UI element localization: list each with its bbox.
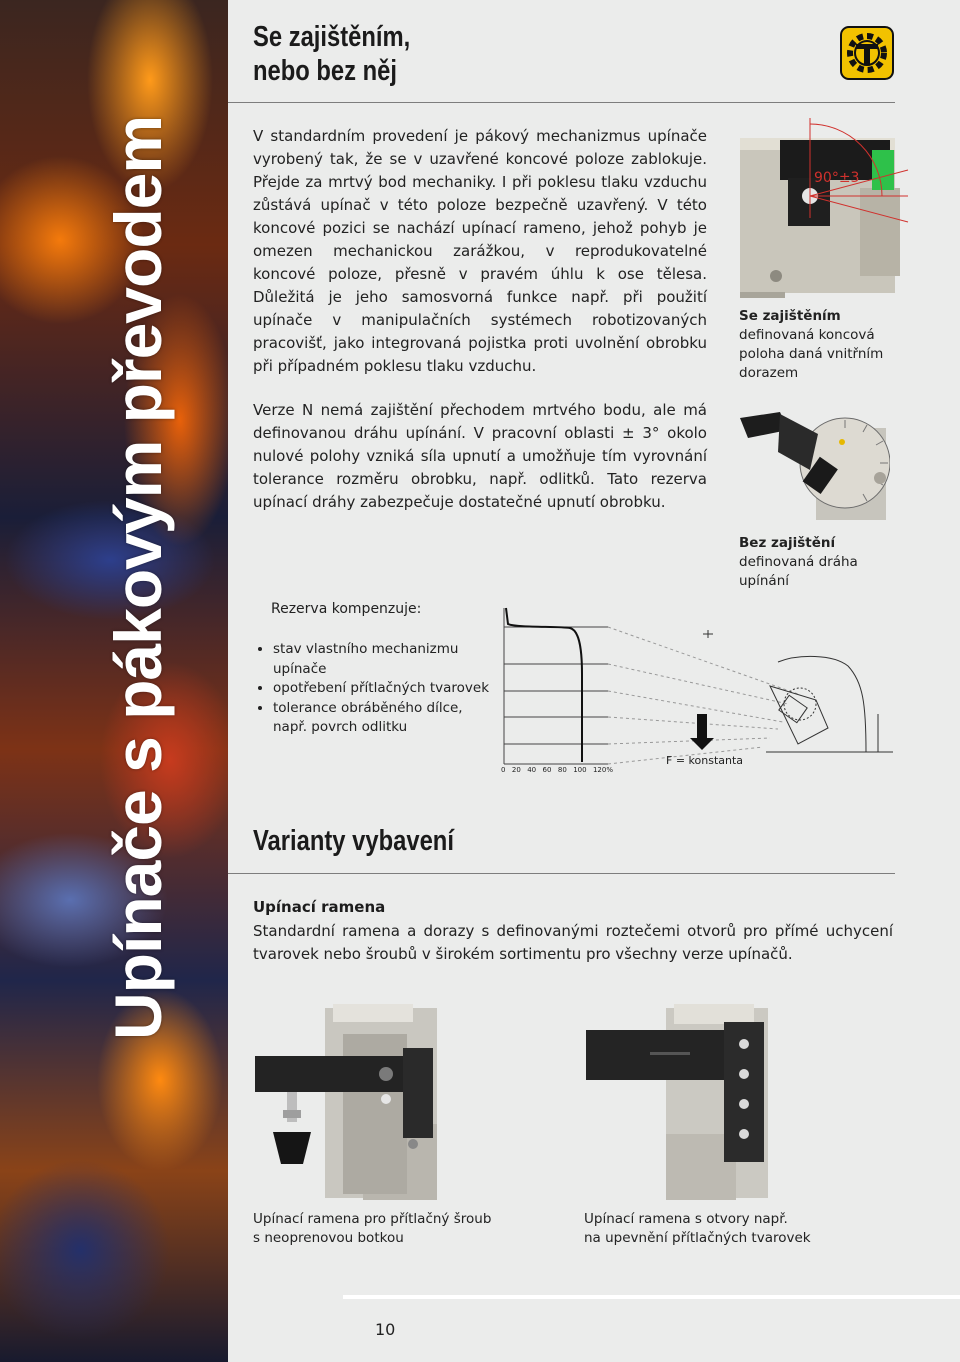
side-photo-band bbox=[0, 0, 228, 1362]
locked-caption-text: definovaná koncová poloha daná vnitřním dorazem bbox=[739, 327, 884, 381]
locked-caption-title: Se zajištěním bbox=[739, 308, 841, 324]
x-tick: 100 bbox=[573, 766, 587, 774]
compensation-item: • opotřebení přítlačných tvarovek bbox=[273, 679, 493, 699]
product-caption-line: na upevnění přítlačných tvarovek bbox=[584, 1230, 811, 1246]
x-tick: 0 bbox=[501, 766, 506, 774]
angle-label: 90°±3 bbox=[814, 170, 860, 186]
heading-divider bbox=[228, 102, 895, 103]
heading-line-1: Se zajištěním, bbox=[253, 21, 411, 53]
side-title: Upínače s pákovým převodem bbox=[101, 115, 175, 1040]
clamp-arms-title: Upínací ramena bbox=[253, 898, 386, 916]
force-diagram bbox=[498, 604, 898, 780]
clamp-arms-text: Standardní ramena a dorazy s definovanými roztečemi otvorů pro přímé uchycení tvarovek nebo šroubů v širokém sortimentu pro všechny verze upínačů. bbox=[253, 922, 893, 963]
unlocked-caption-title: Bez zajištění bbox=[739, 535, 836, 551]
x-tick: 120% bbox=[592, 766, 613, 774]
force-label: F = konstanta bbox=[666, 754, 744, 767]
compensation-list bbox=[255, 640, 493, 738]
locked-caption bbox=[739, 307, 909, 383]
x-tick: 60 bbox=[542, 766, 552, 774]
tunkers-gear-logo-icon bbox=[840, 26, 894, 80]
x-tick: 20 bbox=[511, 766, 521, 774]
variants-heading: Varianty vybavení bbox=[253, 825, 454, 857]
product-photo-screw-arm bbox=[253, 1004, 443, 1200]
product-caption-line: s neoprenovou botkou bbox=[253, 1230, 404, 1246]
product-caption-1 bbox=[253, 1210, 573, 1248]
compensation-item: • stav vlastního mechanizmu upínače bbox=[273, 640, 493, 679]
compensation-title: Rezerva kompenzuje: bbox=[271, 601, 422, 617]
unlocked-clamp-photo bbox=[740, 408, 890, 523]
compensation-item: • tolerance obráběného dílce, např. povrch odlitku bbox=[273, 699, 493, 738]
unlocked-caption bbox=[739, 534, 909, 591]
x-tick: 80 bbox=[557, 766, 567, 774]
product-caption-2 bbox=[584, 1210, 904, 1248]
unlocked-caption-text: definovaná dráha upínání bbox=[739, 554, 858, 589]
paragraph-locking: V standardním provedení je pákový mechanizmus upínače vyrobený tak, že se v uzavřené koncové poloze zablokuje. Přejde za mrtvý bod mechaniky. I při poklesu tlaku vzduchu zůstává upínač v této poloze bezpečně uzavřený. V této koncové pozici se nachází upínací rameno, jehož pohyb je omezen mechanickou zarážkou, v reprodukovatelné koncové poloze, přesně v pravém úhlu k ose tělesa. Důležitá je jeho samosvorná funkce např. při použití upínače v manipulačních systémech robotizovaných pracovišť, jako integrovaná pojistka proti uvolnění obrobku při případném poklesu tlaku vzduchu. bbox=[253, 127, 707, 375]
section-heading bbox=[253, 20, 410, 88]
diagram-x-ticks bbox=[501, 766, 613, 774]
product-caption-line: Upínací ramena s otvory např. bbox=[584, 1211, 788, 1227]
footer-rule bbox=[343, 1295, 960, 1299]
page-number: 10 bbox=[375, 1320, 396, 1339]
variants-divider bbox=[228, 873, 895, 874]
product-caption-line: Upínací ramena pro přítlačný šroub bbox=[253, 1211, 492, 1227]
x-tick: 40 bbox=[527, 766, 537, 774]
paragraph-version-n: Verze N nemá zajištění přechodem mrtvého bodu, ale má definovanou dráhu upínání. V pracovní oblasti ± 3° okolo nulové polohy vzniká síla upnutí a umožňuje tím vyrovnání tolerance rozměru obrobku, např. odlitků. Tato rezerva upínací dráhy zabezpečuje dostatečné upnutí obrobku. bbox=[253, 401, 707, 511]
product-photo-hole-arm bbox=[584, 1004, 774, 1200]
locked-clamp-photo bbox=[740, 118, 910, 298]
heading-line-2: nebo bez něj bbox=[253, 55, 398, 87]
